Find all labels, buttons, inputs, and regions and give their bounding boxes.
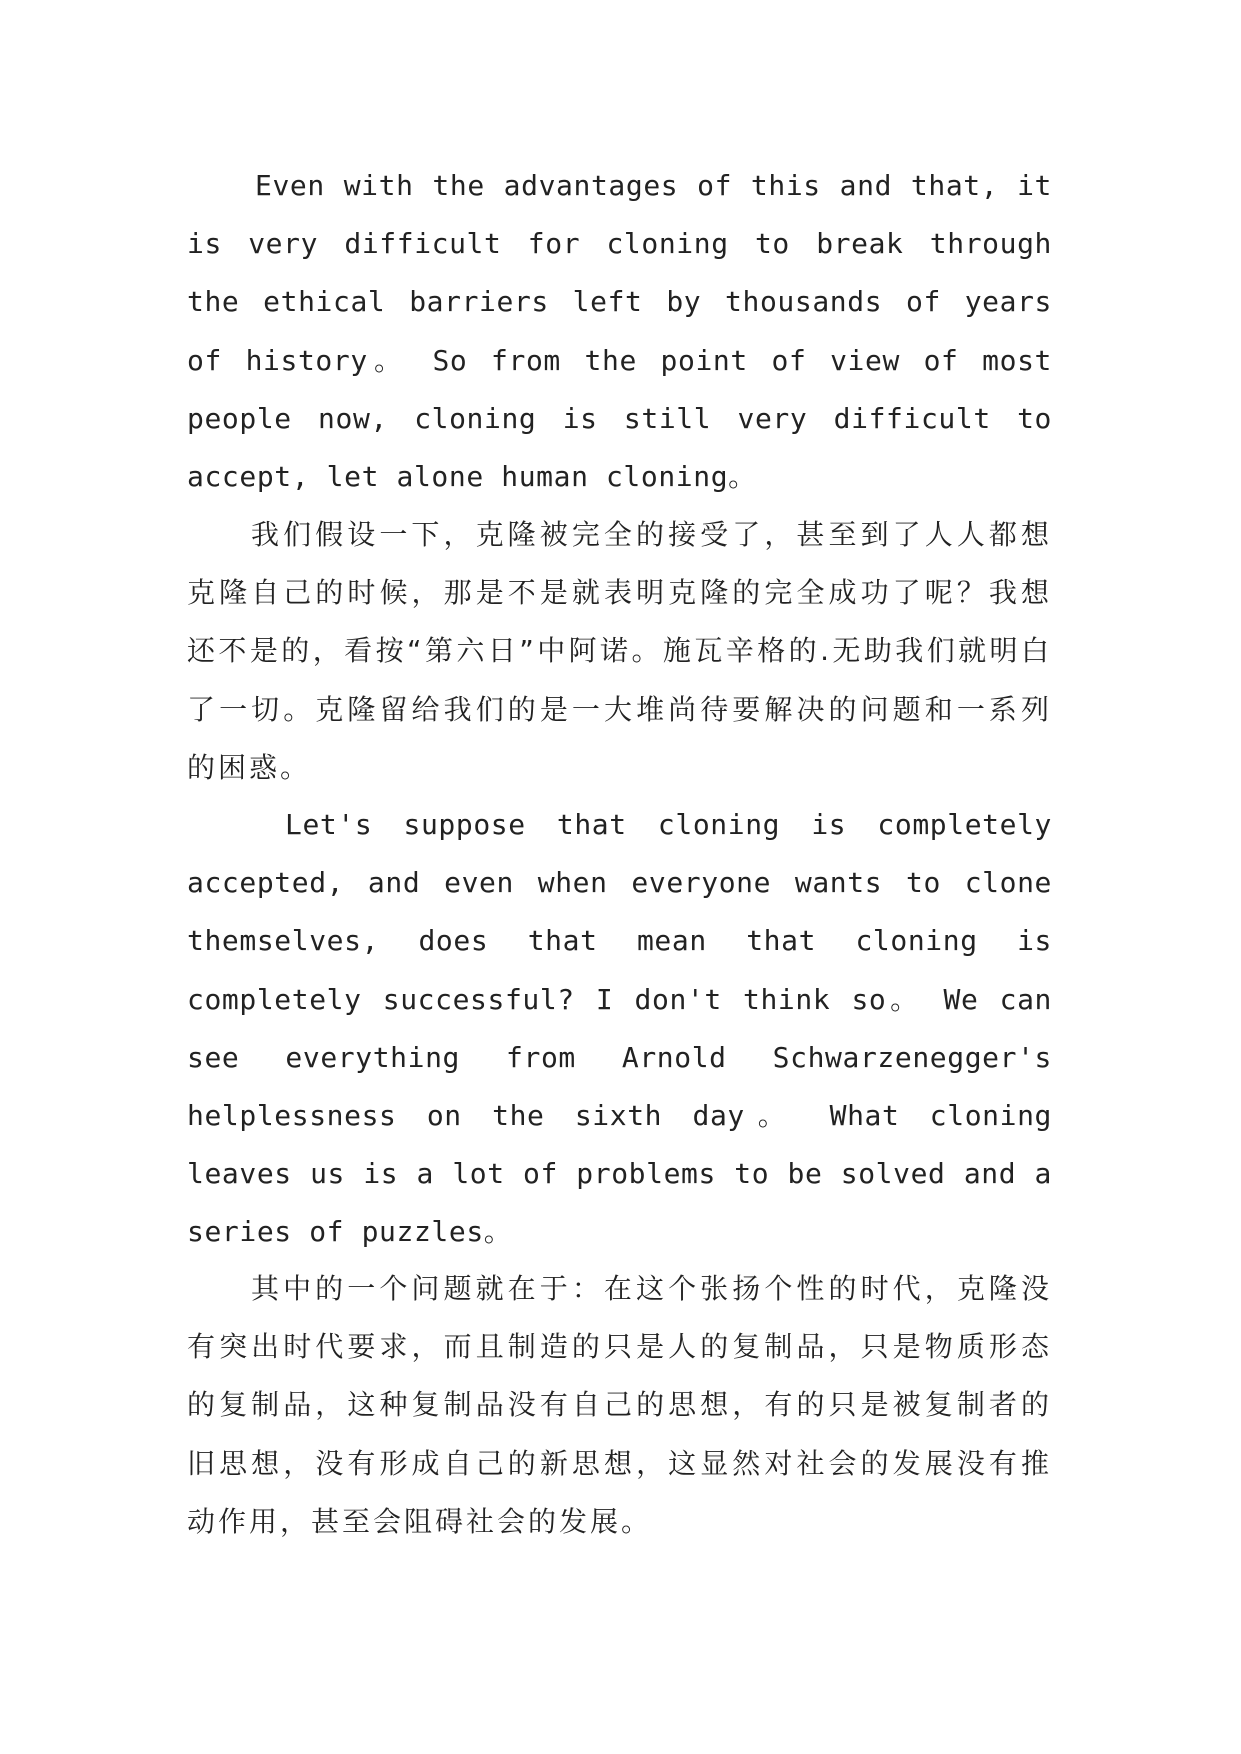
paragraph-english-2: Let's suppose that cloning is completely accepted, and even when everyone wants to clone themselves, does that mean that cloning is completely successful? I don't think so。 We can see everything from Arnold Schwarzenegger's helplessness on the sixth day。 What cloning leaves us is a lot of problems to be solved and a series of puzzles。 bbox=[187, 808, 1052, 1249]
paragraph-english-1: Even with the advantages of this and that, it is very difficult for cloning to break through the ethical barriers left by thousands of years of history。 So from the point of view of most people now, cloning is still very difficult to accept, let alone human cloning。 bbox=[187, 169, 1052, 494]
paragraph-chinese-2: 其中的一个问题就在于：在这个张扬个性的时代，克隆没有突出时代要求，而且制造的只是人的复制品，只是物质形态的复制品，这种复制品没有自己的思想，有的只是被复制者的旧思想，没有形成自己的新思想，这显然对社会的发展没有推动作用，甚至会阻碍社会的发展。 bbox=[187, 1272, 1052, 1538]
paragraph-chinese-1: 我们假设一下，克隆被完全的接受了，甚至到了人人都想克隆自己的时候，那是不是就表明克隆的完全成功了呢？我想还不是的，看按“第六日”中阿诺。施瓦辛格的.无助我们就明白了一切。克隆留给我们的是一大堆尚待要解决的问题和一系列的困惑。 bbox=[187, 518, 1052, 784]
